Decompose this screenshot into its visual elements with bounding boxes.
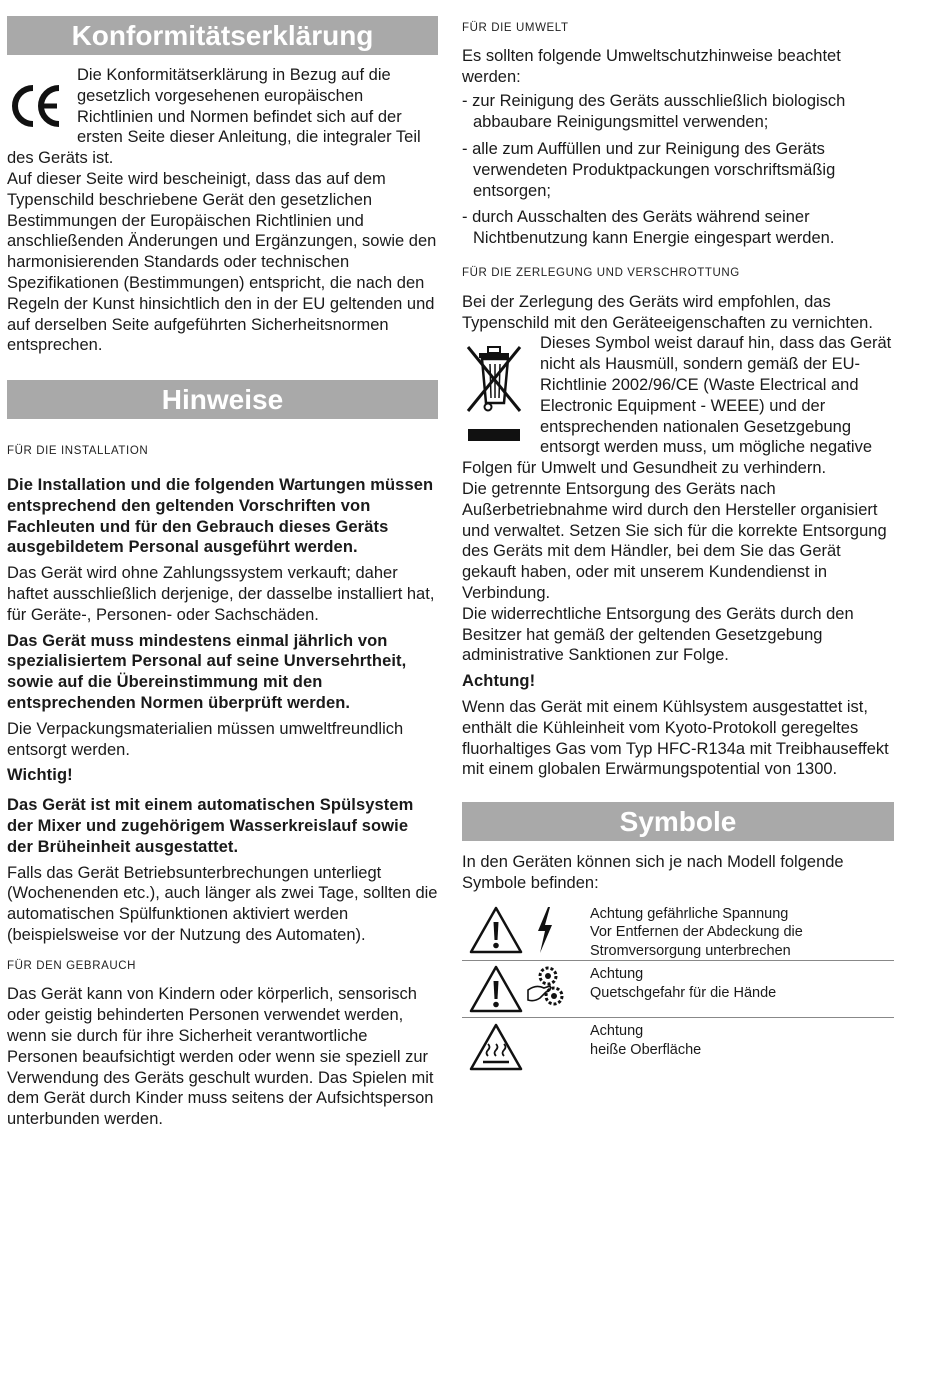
symbol-crush-title: Achtung [590,966,644,983]
installation-bold-2: Das Gerät muss mindestens einmal jährlich von spezialisiertem Personal auf seine Unversehrtheit, sowie auf die Übereinstimmung mit den entsprechenden Normen überprüft werden. [7,631,407,712]
zerlegung-p5: Wenn das Gerät mit einem Kühlsystem ausgestattet ist, enthält die Kühleinheit vom Kyoto-Protokoll geregeltes fluorhaltiges Gas vom Typ HFC-R134a mit Treibhauseffekt mit einem globalen Erwärmungspotential von 1300. [462,697,889,779]
umwelt-item-3: - durch Ausschalten des Geräts während seiner Nichtbenutzung kann Energie eingespart werden. [462,208,835,248]
lightning-bolt-icon [532,905,558,955]
zerlegung-p4: Die widerrechtliche Entsorgung des Geräts durch den Besitzer hat gemäß der geltenden Gesetzgebung administrative Sanktionen zur Folge. [462,604,854,665]
left-column [7,0,438,1130]
symbol-voltage-title: Achtung gefährliche Spannung [590,905,789,922]
konformitaet-title: Konformitätserklärung [7,16,438,55]
installation-p1: Das Gerät wird ohne Zahlungssystem verkauft; daher haftet ausschließlich derjenige, der dasselbe installiert hat, für Geräte-, Personen- oder Sachschäden. [7,564,435,624]
gebrauch-p1: Das Gerät kann von Kindern oder körperlich, sensorisch oder geistig behinderten Personen verwendet werden, wenn sie durch für ihre Sicherheit verantwortliche Personen beaufsichtigt werden oder wenn sie speziell zur Verwendung des Geräts geschult wurden. Das Spielen mit dem Gerät durch Kinder muss seitens der Aufsichtsperson unterbunden werden. [7,985,434,1129]
symbol-row-crush [462,961,894,1018]
installation-p2: Die Verpackungsmaterialien müssen umweltfreundlich entsorgt werden. [7,719,404,759]
warning-triangle-icon [468,905,524,955]
installation-heading: FÜR DIE INSTALLATION [7,445,149,458]
zerlegung-weee-block [462,333,894,479]
right-column [462,0,894,1076]
zerlegung-heading: FÜR DIE ZERLEGUNG UND VERSCHROTTUNG [462,266,740,279]
installation-p3: Falls das Gerät Betriebsunterbrechungen unterliegt (Wochenenden etc.), auch länger als zwei Tage, sollten die automatischen Spülfunktionen aktiviert werden (beispielsweise vor der Nutzung des Automaten). [7,863,438,944]
umwelt-item-1: - zur Reinigung des Geräts ausschließlich biologisch abbaubare Reinigungsmittel verwenden; [462,92,846,132]
zerlegung-p1: Bei der Zerlegung des Geräts wird empfohlen, das Typenschild mit den Geräteeigenschaften zu vernichten. [462,292,873,332]
symbol-row-voltage [462,901,894,961]
gear-hand-crush-icon [526,964,566,1014]
achtung-label: Achtung! [462,672,536,691]
installation-bold-3: Das Gerät ist mit einem automatischen Spülsystem der Mixer und zugehörigem Wasserkreislauf sowie der Brüheinheit ausgestattet. [7,796,414,856]
symbol-hot-title: Achtung [590,1023,644,1040]
zerlegung-p2: Dieses Symbol weist darauf hin, dass das Gerät nicht als Hausmüll, sondern gemäß der EU-Richtlinie 2002/96/CE (Waste Electrical and Electronic Equipment - WEEE) und der entsprechenden nationalen Gesetzgebung entsorgt werden muss, um mögliche negative Folgen für Umwelt und Gesundheit zu verhindern. [462,334,892,478]
hinweise-title: Hinweise [7,380,438,419]
hot-surface-icon [468,1022,524,1072]
symbole-intro: In den Geräten können sich je nach Modell folgende Symbole befinden: [462,853,844,892]
konformitaet-p2: Auf dieser Seite wird bescheinigt, dass das auf dem Typenschild beschriebene Gerät den gesetzlichen Bestimmungen der Europäischen Richtlinien und anschließenden Änderungen und Ergänzungen, sowie den harmonisierenden Standards oder technischen Spezifikationen (Bestimmungen) entspricht, die nach den Regeln der Kunst hinsichtlich den in der EU geltenden und auf derselben Seite aufgeführten Sicherheitsnormen entsprechen. [7,169,437,355]
wichtig-label: Wichtig! [7,766,73,785]
ce-mark-icon [7,75,65,137]
umwelt-item-2: - alle zum Auffüllen und zur Reinigung des Geräts verwendeten Produktpackungen vorschriftsmäßig entsorgen; [462,139,836,200]
symbol-crush-text: Quetschgefahr für die Hände [590,984,777,1001]
umwelt-intro: Es sollten folgende Umweltschutzhinweise beachtet werden: [462,46,841,86]
umwelt-heading: FÜR DIE UMWELT [462,22,569,34]
symbol-table [462,901,894,1077]
zerlegung-p3: Die getrennte Entsorgung des Geräts nach Außerbetriebnahme wird durch den Hersteller organisiert und verwaltet. Setzen Sie sich für die korrekte Entsorgung des Geräts mit dem Händler, bei dem Sie das Gerät gekauft haben, oder mit unserem Kundendienst in Verbindung. [462,479,887,602]
symbol-hot-text: heiße Oberfläche [590,1041,702,1058]
symbole-title: Symbole [462,802,894,841]
symbol-voltage-text: Vor Entfernen der Abdeckung die Stromversorgung unterbrechen [590,924,803,959]
crossed-out-bin-icon [462,337,534,447]
gebrauch-heading: FÜR DEN GEBRAUCH [7,959,137,972]
konformitaet-p1: Die Konformitätserklärung in Bezug auf die gesetzlich vorgesehenen europäischen Richtlinien und Normen befindet sich auf der ersten Seite dieser Anleitung, die integraler Teil des Geräts ist. [7,66,421,168]
installation-bold-1: Die Installation und die folgenden Wartungen müssen entsprechend den geltenden Vorschriften von Fachleuten und für den Gebrauch dieses Geräts ausgebildetem Personal ausgeführt werden. [7,475,434,557]
symbol-row-hot [462,1018,894,1077]
konformitaet-section [7,65,438,356]
warning-triangle-icon [468,964,524,1014]
